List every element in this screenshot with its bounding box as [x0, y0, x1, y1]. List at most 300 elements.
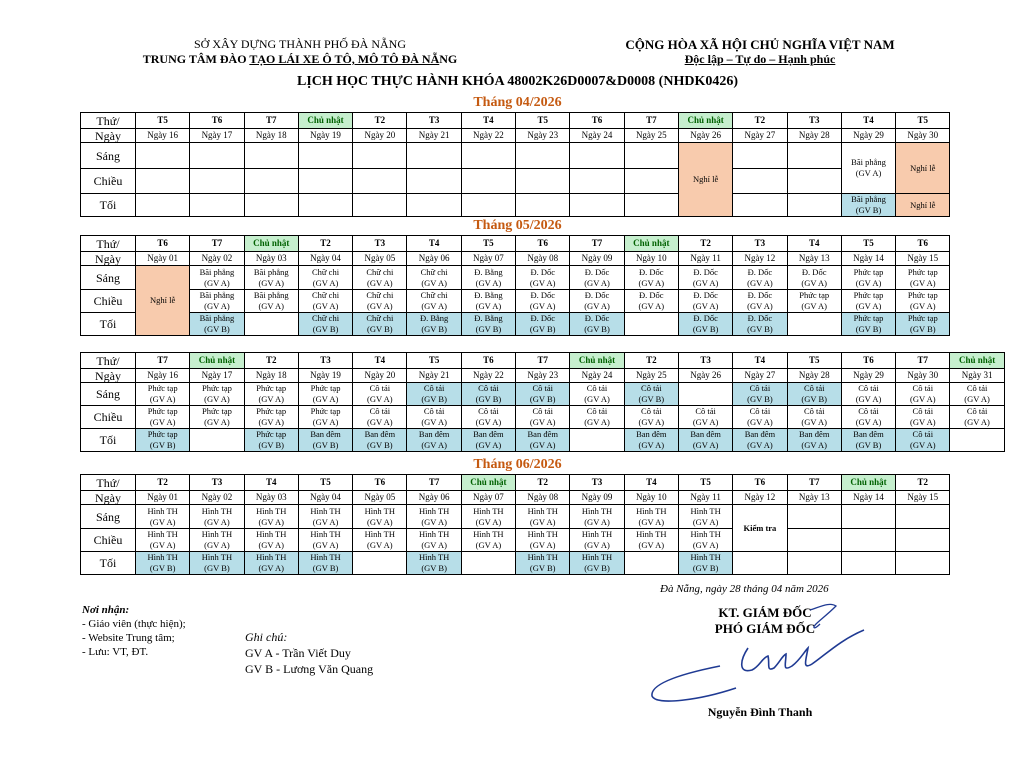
session-cell: Chữ chi (GV A) [353, 266, 407, 290]
session-cell: Bãi phẳng (GV B) [190, 313, 244, 336]
notes-title: Ghi chú: [245, 630, 288, 644]
session-cell: Đ. Bằng (GV A) [461, 266, 515, 290]
session-cell: Hình TH (GV B) [516, 552, 570, 575]
weekday-header: T2 [244, 353, 298, 369]
date-header: Ngày 24 [570, 129, 624, 143]
date-header: Ngày 25 [624, 129, 678, 143]
session-cell: Hình TH (GV A) [678, 505, 732, 529]
session-cell [841, 529, 895, 552]
session-cell [516, 143, 570, 169]
weekday-header: Chủ nhật [950, 353, 1004, 369]
session-cell [516, 169, 570, 194]
session-cell: Cô tải (GV B) [407, 383, 461, 406]
session-cell: Ban đêm (GV B) [298, 429, 352, 452]
session-cell: Cô tải (GV A) [353, 406, 407, 429]
session-cell: Hình TH (GV A) [298, 505, 352, 529]
sign-title1: KT. GIÁM ĐỐC [718, 605, 812, 620]
session-cell: Chữ chi (GV B) [353, 313, 407, 336]
date-header: Ngày 01 [136, 252, 190, 266]
session-cell [407, 169, 461, 194]
session-cell: Hình TH (GV A) [190, 505, 244, 529]
label-sang: Sáng [81, 505, 136, 529]
label-thu: Thứ/ [81, 475, 136, 491]
label-chieu: Chiều [81, 169, 136, 194]
session-cell: Hình TH (GV A) [136, 505, 190, 529]
session-cell: Hình TH (GV B) [298, 552, 352, 575]
session-cell: Đ. Dốc (GV B) [570, 313, 624, 336]
session-cell [896, 505, 950, 529]
weekday-header: Chủ nhật [624, 236, 678, 252]
label-toi: Tối [81, 429, 136, 452]
date-header: Ngày 08 [516, 252, 570, 266]
weekday-header: T6 [353, 475, 407, 491]
note-item: GV B - Lương Văn Quang [245, 662, 374, 676]
session-cell [190, 143, 244, 169]
weekday-header: T6 [841, 353, 895, 369]
weekday-header: T2 [298, 236, 352, 252]
session-cell: Hình TH (GV A) [136, 529, 190, 552]
date-header: Ngày 05 [353, 491, 407, 505]
session-cell [896, 552, 950, 575]
session-cell: Đ. Dốc (GV A) [516, 266, 570, 290]
org-line2-post: NG [439, 52, 458, 66]
session-cell: Hình TH (GV A) [570, 505, 624, 529]
date-header: Ngày 20 [353, 129, 407, 143]
signer-name: Nguyễn Đình Thanh [707, 705, 813, 719]
session-cell: Phức tạp (GV A) [190, 383, 244, 406]
session-cell [298, 169, 352, 194]
session-cell [353, 194, 407, 217]
weekday-header: T3 [733, 236, 787, 252]
session-cell: Phức tạp (GV A) [298, 383, 352, 406]
weekday-header: T2 [733, 113, 787, 129]
date-header: Ngày 08 [516, 491, 570, 505]
session-cell: Hình TH (GV B) [678, 552, 732, 575]
session-cell: Cô tải (GV B) [516, 383, 570, 406]
session-cell: Cô tải (GV B) [624, 383, 678, 406]
session-cell [244, 143, 298, 169]
session-cell: Hình TH (GV B) [136, 552, 190, 575]
session-cell: Phức tạp (GV A) [136, 406, 190, 429]
weekday-header: T6 [190, 113, 244, 129]
date-header: Ngày 09 [570, 252, 624, 266]
date-header: Ngày 11 [678, 252, 732, 266]
date-header: Ngày 03 [244, 252, 298, 266]
session-cell: Phức tạp (GV A) [244, 383, 298, 406]
session-cell: Chữ chi (GV A) [353, 290, 407, 313]
session-cell: Phức tạp (GV A) [841, 266, 895, 290]
weekday-header: T5 [678, 475, 732, 491]
session-cell: Cô tải (GV A) [896, 406, 950, 429]
session-cell [353, 143, 407, 169]
session-cell [787, 529, 841, 552]
session-cell [787, 169, 841, 194]
date-header: Ngày 01 [136, 491, 190, 505]
label-toi: Tối [81, 313, 136, 336]
month-label-05: Tháng 05/2026 [473, 218, 562, 233]
date-header: Ngày 17 [190, 129, 244, 143]
session-cell: Ban đêm (GV A) [407, 429, 461, 452]
recipients-block [82, 603, 186, 659]
session-cell: Cô tải (GV A) [841, 406, 895, 429]
session-cell: Phức tạp (GV A) [136, 383, 190, 406]
weekday-header: T2 [896, 475, 950, 491]
weekday-header: T2 [353, 113, 407, 129]
date-header: Ngày 26 [678, 129, 732, 143]
org-line1: SỞ XÂY DỰNG THÀNH PHỐ ĐÀ NẴNG [194, 37, 406, 51]
session-cell: Cô tải (GV A) [896, 429, 950, 452]
weekday-header: T5 [298, 475, 352, 491]
session-cell: Hình TH (GV A) [298, 529, 352, 552]
date-header: Ngày 22 [461, 129, 515, 143]
session-cell: Hình TH (GV A) [461, 529, 515, 552]
session-cell [461, 169, 515, 194]
date-header: Ngày 21 [407, 369, 461, 383]
date-header: Ngày 13 [787, 252, 841, 266]
weekday-header: T2 [516, 475, 570, 491]
date-header: Ngày 14 [841, 491, 895, 505]
weekday-header: T3 [353, 236, 407, 252]
session-cell [136, 143, 190, 169]
recipient-item: - Website Trung tâm; [82, 632, 175, 644]
session-cell [570, 169, 624, 194]
org-line2 [100, 52, 500, 67]
nation-line2: Độc lập – Tự do – Hạnh phúc [684, 52, 836, 66]
weekday-header: T7 [896, 353, 950, 369]
session-cell: Cô tải (GV A) [570, 383, 624, 406]
weekday-header: T6 [733, 475, 787, 491]
date-header: Ngày 22 [461, 369, 515, 383]
session-cell: Phức tạp (GV A) [896, 266, 950, 290]
session-cell [624, 169, 678, 194]
session-cell: Hình TH (GV A) [516, 505, 570, 529]
date-header: Ngày 28 [787, 129, 841, 143]
session-cell [407, 194, 461, 217]
session-cell: Đ. Dốc (GV A) [624, 266, 678, 290]
session-cell [298, 143, 352, 169]
session-cell: Hình TH (GV A) [407, 529, 461, 552]
session-cell: Phức tạp (GV A) [896, 290, 950, 313]
session-cell: Cô tải (GV B) [787, 383, 841, 406]
session-cell: Đ. Dốc (GV A) [516, 290, 570, 313]
org-line2-underlined: TẠO LÁI XE Ô TÔ, MÔ TÔ ĐÀ NẴ [249, 52, 440, 66]
date-header: Ngày 12 [733, 252, 787, 266]
weekday-header: T3 [298, 353, 352, 369]
session-cell: Cô tải (GV A) [516, 406, 570, 429]
session-cell: Cô tải (GV A) [570, 406, 624, 429]
page-title: LỊCH HỌC THỰC HÀNH KHÓA 48002K26D0007&D0008 (NHDK0426) [296, 74, 738, 89]
schedule-table [80, 352, 1005, 452]
weekday-header: T2 [624, 353, 678, 369]
session-cell [461, 552, 515, 575]
session-cell: Ban đêm (GV A) [624, 429, 678, 452]
session-cell: Hình TH (GV A) [353, 505, 407, 529]
session-cell: Phức tạp (GV A) [298, 406, 352, 429]
weekday-header: T7 [190, 236, 244, 252]
session-cell: Hình TH (GV A) [353, 529, 407, 552]
notes-block [245, 629, 373, 677]
date-header: Ngày 21 [407, 129, 461, 143]
session-cell: Hình TH (GV B) [570, 552, 624, 575]
date-header: Ngày 27 [733, 129, 787, 143]
session-cell: Cô tải (GV A) [733, 406, 787, 429]
session-cell: Hình TH (GV A) [244, 505, 298, 529]
date-header: Ngày 12 [733, 491, 787, 505]
session-cell [136, 169, 190, 194]
weekday-header: Chủ nhật [461, 475, 515, 491]
label-ngay: Ngày [81, 252, 136, 266]
session-cell [570, 194, 624, 217]
session-cell: Bãi phẳng (GV A) [244, 266, 298, 290]
weekday-header: T7 [407, 475, 461, 491]
weekday-header: T5 [896, 113, 950, 129]
session-cell [353, 169, 407, 194]
weekday-header: T4 [841, 113, 895, 129]
nation-line1: CỘNG HÒA XÃ HỘI CHỦ NGHĨA VIỆT NAM [625, 37, 895, 52]
session-cell: Hình TH (GV A) [516, 529, 570, 552]
weekday-header: T7 [787, 475, 841, 491]
date-header: Ngày 23 [516, 129, 570, 143]
session-cell [787, 143, 841, 169]
session-cell: Cô tải (GV A) [461, 406, 515, 429]
weekday-header: T5 [516, 113, 570, 129]
weekday-header: T2 [136, 475, 190, 491]
session-cell: Kiểm tra [733, 505, 787, 552]
session-cell [896, 529, 950, 552]
session-cell [190, 169, 244, 194]
session-cell: Hình TH (GV A) [244, 552, 298, 575]
session-cell: Phức tạp (GV A) [244, 406, 298, 429]
weekday-header: T4 [461, 113, 515, 129]
date-header: Ngày 29 [841, 129, 895, 143]
date-header: Ngày 24 [570, 369, 624, 383]
session-cell: Cô tải (GV A) [624, 406, 678, 429]
session-cell: Bãi phẳng (GV A) [190, 266, 244, 290]
session-cell: Đ. Dốc (GV B) [516, 313, 570, 336]
session-cell: Nghỉ lễ [896, 194, 950, 217]
session-cell: Đ. Dốc (GV A) [570, 266, 624, 290]
session-cell: Phức tạp (GV B) [896, 313, 950, 336]
session-cell: Hình TH (GV A) [570, 529, 624, 552]
date-header: Ngày 04 [298, 491, 352, 505]
session-cell [190, 194, 244, 217]
session-cell: Chữ chi (GV A) [298, 266, 352, 290]
date-header: Ngày 17 [190, 369, 244, 383]
session-cell: Cô tải (GV A) [407, 406, 461, 429]
date-header: Ngày 20 [353, 369, 407, 383]
date-header: Ngày 15 [896, 491, 950, 505]
session-cell: Cô tải (GV A) [353, 383, 407, 406]
date-header: Ngày 10 [624, 252, 678, 266]
weekday-header: T6 [896, 236, 950, 252]
weekday-header: T7 [516, 353, 570, 369]
nation-header [560, 37, 960, 67]
session-cell [787, 313, 841, 336]
session-cell [244, 194, 298, 217]
session-cell: Chữ chi (GV A) [407, 290, 461, 313]
session-cell: Đ. Bằng (GV B) [461, 313, 515, 336]
date-header: Ngày 02 [190, 252, 244, 266]
label-thu: Thứ/ [81, 113, 136, 129]
date-header: Ngày 16 [136, 129, 190, 143]
weekday-header: T4 [244, 475, 298, 491]
session-cell: Hình TH (GV A) [190, 529, 244, 552]
note-item: GV A - Trần Viết Duy [245, 646, 351, 660]
session-cell: Ban đêm (GV B) [841, 429, 895, 452]
session-cell: Cô tải (GV B) [733, 383, 787, 406]
session-cell: Nghỉ lễ [896, 143, 950, 194]
date-header: Ngày 15 [896, 252, 950, 266]
weekday-header: T4 [407, 236, 461, 252]
session-cell: Phức tạp (GV B) [136, 429, 190, 452]
date-header: Ngày 23 [516, 369, 570, 383]
session-cell: Đ. Dốc (GV A) [624, 290, 678, 313]
label-sang: Sáng [81, 143, 136, 169]
session-cell: Chữ chi (GV A) [407, 266, 461, 290]
weekday-header: T3 [787, 113, 841, 129]
session-cell: Ban đêm (GV A) [516, 429, 570, 452]
session-cell: Đ. Dốc (GV A) [678, 290, 732, 313]
session-cell: Đ. Bằng (GV A) [461, 290, 515, 313]
date-header: Ngày 05 [353, 252, 407, 266]
session-cell: Chữ chi (GV A) [298, 290, 352, 313]
weekday-header: T2 [678, 236, 732, 252]
session-cell [733, 169, 787, 194]
weekday-header: Chủ nhật [244, 236, 298, 252]
session-cell [624, 194, 678, 217]
date-header: Ngày 06 [407, 491, 461, 505]
session-cell: Nghỉ lễ [136, 266, 190, 336]
weekday-header: T4 [624, 475, 678, 491]
recipient-item: - Lưu: VT, ĐT. [82, 646, 149, 658]
date-header: Ngày 13 [787, 491, 841, 505]
date-header: Ngày 25 [624, 369, 678, 383]
date-header: Ngày 29 [841, 369, 895, 383]
label-ngay: Ngày [81, 129, 136, 143]
date-header: Ngày 19 [298, 369, 352, 383]
session-cell [841, 505, 895, 529]
weekday-header: T7 [244, 113, 298, 129]
place-date: Đà Nẵng, ngày 28 tháng 04 năm 2026 [660, 583, 829, 595]
weekday-header: Chủ nhật [570, 353, 624, 369]
session-cell: Đ. Dốc (GV A) [733, 266, 787, 290]
date-header: Ngày 16 [136, 369, 190, 383]
weekday-header: T3 [407, 113, 461, 129]
weekday-header: T5 [407, 353, 461, 369]
session-cell: Hình TH (GV A) [624, 529, 678, 552]
session-cell: Đ. Bằng (GV B) [407, 313, 461, 336]
recipient-item: - Giáo viên (thực hiện); [82, 618, 186, 630]
session-cell [244, 313, 298, 336]
session-cell: Bãi phẳng (GV B) [841, 194, 895, 217]
session-cell: Đ. Dốc (GV A) [733, 290, 787, 313]
session-cell: Phức tạp (GV A) [787, 290, 841, 313]
session-cell: Nghỉ lễ [678, 143, 732, 217]
weekday-header: T6 [136, 236, 190, 252]
session-cell: Hình TH (GV A) [244, 529, 298, 552]
session-cell [787, 194, 841, 217]
session-cell: Chữ chi (GV B) [298, 313, 352, 336]
recipients-title: Nơi nhận: [82, 604, 130, 616]
date-header: Ngày 18 [244, 369, 298, 383]
session-cell: Đ. Dốc (GV A) [678, 266, 732, 290]
weekday-header: T6 [461, 353, 515, 369]
date-header: Ngày 28 [787, 369, 841, 383]
sign-title2: PHÓ GIÁM ĐỐC [714, 621, 816, 636]
session-cell: Hình TH (GV A) [624, 505, 678, 529]
date-header: Ngày 14 [841, 252, 895, 266]
date-header: Ngày 27 [733, 369, 787, 383]
schedule-table [80, 235, 950, 336]
session-cell [570, 429, 624, 452]
session-cell: Cô tải (GV A) [678, 406, 732, 429]
session-cell: Hình TH (GV A) [407, 505, 461, 529]
session-cell: Cô tải (GV A) [787, 406, 841, 429]
label-chieu: Chiều [81, 406, 136, 429]
session-cell [516, 194, 570, 217]
weekday-header: T4 [353, 353, 407, 369]
session-cell: Cô tải (GV B) [461, 383, 515, 406]
weekday-header: Chủ nhật [190, 353, 244, 369]
date-header: Ngày 19 [298, 129, 352, 143]
session-cell: Bãi phẳng (GV A) [244, 290, 298, 313]
session-cell [461, 143, 515, 169]
weekday-header: T7 [136, 353, 190, 369]
weekday-header: T5 [136, 113, 190, 129]
session-cell: Hình TH (GV A) [678, 529, 732, 552]
session-cell: Bãi phẳng (GV A) [841, 143, 895, 194]
session-cell [624, 552, 678, 575]
session-cell [407, 143, 461, 169]
session-cell [787, 505, 841, 529]
session-cell [787, 552, 841, 575]
org-header [100, 37, 500, 67]
weekday-header: T3 [190, 475, 244, 491]
session-cell: Phức tạp (GV B) [841, 313, 895, 336]
session-cell: Ban đêm (GV A) [461, 429, 515, 452]
session-cell: Phức tạp (GV A) [190, 406, 244, 429]
session-cell [950, 429, 1004, 452]
date-header: Ngày 02 [190, 491, 244, 505]
date-header: Ngày 06 [407, 252, 461, 266]
session-cell: Ban đêm (GV B) [353, 429, 407, 452]
weekday-header: T5 [461, 236, 515, 252]
session-cell: Đ. Dốc (GV A) [787, 266, 841, 290]
session-cell [733, 552, 787, 575]
weekday-header: T4 [733, 353, 787, 369]
month-label-06: Tháng 06/2026 [473, 457, 562, 472]
date-header: Ngày 10 [624, 491, 678, 505]
weekday-header: T3 [570, 475, 624, 491]
session-cell: Ban đêm (GV A) [787, 429, 841, 452]
weekday-header: T3 [678, 353, 732, 369]
weekday-header: T5 [841, 236, 895, 252]
session-cell: Đ. Dốc (GV B) [733, 313, 787, 336]
weekday-header: Chủ nhật [678, 113, 732, 129]
date-header: Ngày 07 [461, 491, 515, 505]
session-cell [244, 169, 298, 194]
date-header: Ngày 30 [896, 369, 950, 383]
weekday-header: T7 [624, 113, 678, 129]
weekday-header: Chủ nhật [298, 113, 352, 129]
label-sang: Sáng [81, 383, 136, 406]
session-cell [841, 552, 895, 575]
date-header: Ngày 26 [678, 369, 732, 383]
session-cell: Ban đêm (GV A) [733, 429, 787, 452]
weekday-header: Chủ nhật [841, 475, 895, 491]
weekday-header: T6 [570, 113, 624, 129]
session-cell: Đ. Dốc (GV A) [570, 290, 624, 313]
